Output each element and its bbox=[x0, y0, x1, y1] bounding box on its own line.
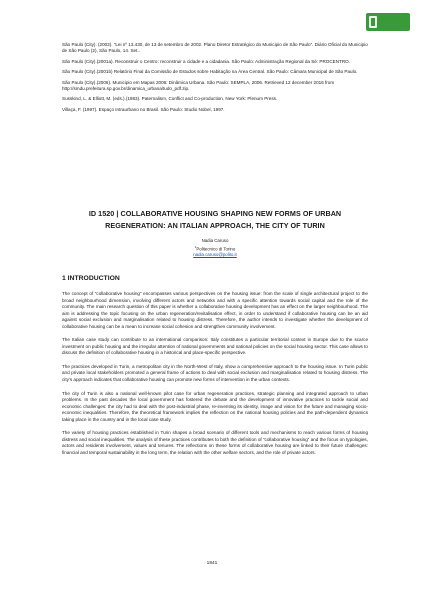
author-name: Nadia Caruso bbox=[201, 238, 229, 243]
reference-item: Villaça, F. (1997). Espaço Intraurbano no Brasil. São Paulo: Studio Nobel, 1997. bbox=[62, 106, 225, 112]
lisboa-logo-icon bbox=[366, 13, 410, 31]
body-paragraph: The variety of housing practices established in Turin shapes a broad scenario of different tools and mechanisms to reach various forms of housing distress and social inequalities. The analysis of these practices contributes to both the definition of “collaborative housing” and the focus on typologies, actors and residents involvement, values and tenures. The reflections on these forms of collaborative housing are linked to their future challenges: financial and temporal sustainability in the long term, the relation with the other welfare sectors, and the role of private actors. bbox=[62, 430, 368, 455]
university-logo bbox=[366, 13, 410, 31]
author-block bbox=[62, 238, 368, 258]
section-heading: 1 INTRODUCTION bbox=[62, 275, 120, 282]
reference-item: São Paulo (City).(2001a). Reconstruir o Centro: reconstruir a cidade e a cidadania. São Paulo: Administração Regional da Sé: PROCENTRO. bbox=[62, 58, 351, 64]
body-text bbox=[62, 291, 368, 463]
reference-item: São Paulo (City). (2002). “Lei nº 13.430, de 13 de setembro de 2002. Plano Diretor Estratégico do Municipio de São Paulo”. Diário Oficial do Municipio de São Paulo (2), São Paulo, 14. Set.. bbox=[62, 42, 368, 53]
reference-item: São Paulo (City).(2001b) Relatório Final da Comissão de Estudos sobre Habitação na Área Central. São Paulo: Câmara Municipal de São Paulo. bbox=[62, 69, 358, 74]
author-affiliation-line bbox=[62, 244, 368, 252]
author-affiliation: Politecnico di Torino bbox=[196, 246, 236, 252]
reference-item: São Paulo (City).(2006). Municipio em Mapas 2006: Dinâmica Urbana. São Paulo: SEMPLA, 2006. Retrieved 12 december 2016 from http://smdu.prefeitura.sp.gov.br/dinamica_urbana/tudo_pdf.zip. bbox=[62, 79, 335, 91]
references-list bbox=[62, 42, 368, 117]
affiliation-marker: 1 bbox=[194, 245, 197, 249]
body-paragraph: The practices developed in Turin, a metropolitan city in the North-West of Italy, show a comprehensive approach to the housing issue. In Turin public and private local stakeholders promoted a general frame of actions to deal with social exclusion and marginalisation related to housing distress. The city’s approach indicates that collaborative housing can promote new forms of intervention in the urban contexts. bbox=[62, 363, 368, 383]
paper-title-line-2: REGENERATION: AN ITALIAN APPROACH, THE CITY OF TURIN bbox=[105, 221, 325, 230]
paper-title bbox=[62, 208, 368, 232]
body-paragraph: The Italian case study can contribute to an international comparison: Italy constitutes a particular territorial context in Europe due to the scarce investment on public housing and the irregular attention of national governments and national policies on the social housing sector. This case allows to discuss the definition of collaborative housing in a historical and place-specific perspective. bbox=[62, 337, 368, 356]
page-number: 1841 bbox=[206, 561, 218, 566]
paper-title-line-1: ID 1520 | COLLABORATIVE HOUSING SHAPING NEW FORMS OF URBAN bbox=[88, 209, 342, 218]
body-paragraph: The concept of “collaborative housing” encompasses various perspectives on the housing issue: from the scale of single architectural project to the broad neighbourhood dimension, involving different actors and networks and with a specific attention towards social capital and the role of the community. The main research question of this paper is whether a collaborative housing development has an effect on the larger neighbourhood. The aim is addressing the topic focusing on the urban regeneration/revitalisation effect, in order to understand if collaborative housing can be an aid against social exclusion and marginalisation related to housing distress. Therefore, the author intends to investigate whether the development of collaborative housing can be a mean to increase social cohesion and strengthen community involvement. bbox=[62, 291, 368, 329]
body-paragraph: The city of Turin is also a national well-known pilot case for urban regeneration practices, strategic planning and integrated approach to urban problems. In the past decades the local government has fostered the debate and the development of innovative practices to tackle social and economic challenges: the city had to deal with the post-industrial phase, re-inventing its identity, image and vision for the future and managing socio-economic inequalities. Therefore, the theoretical framework implies the reflection on the national housing policies and the path-dependent dynamics taking place in the country and in the local case study. bbox=[62, 390, 368, 422]
author-email-link[interactable]: nadia.caruso@polito.it bbox=[193, 252, 237, 258]
reference-item: Susskind, L. & Elliott, M. (eds.).(1983). Paternalism, Conflict and Co-production. New York: Plenum Press. bbox=[62, 96, 278, 101]
